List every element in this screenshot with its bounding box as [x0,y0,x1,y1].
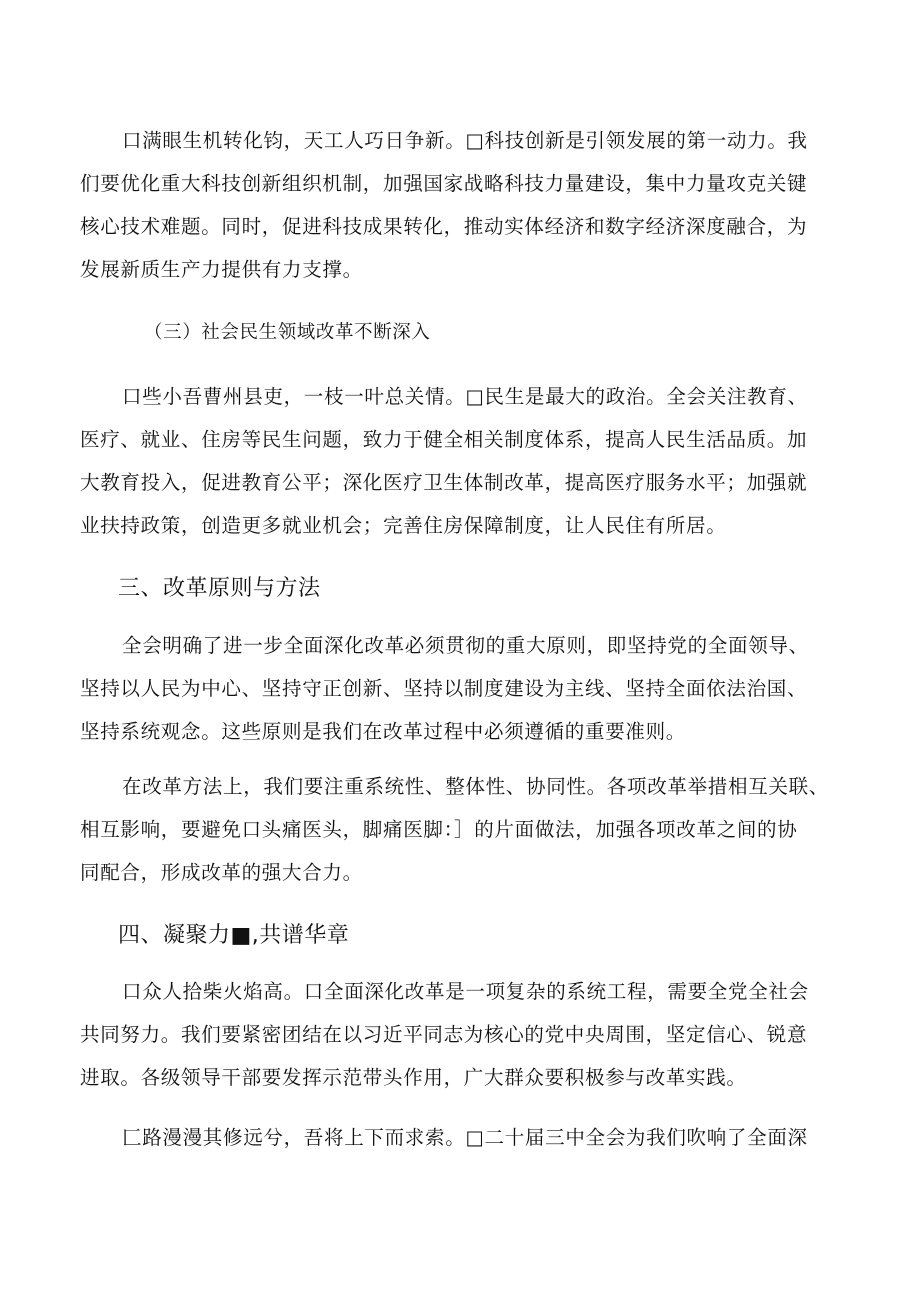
para-livelihood-line-3: 大教育投入，促进教育公平；深化医疗卫生体制改革，提高医疗服务水平；加强就 [80,471,808,494]
para-unity-line-2: 共同努力。我们要紧密团结在以习近平同志为核心的党中央周围，坚定信心、锐意 [80,1023,808,1046]
para-principles-line-3: 坚持系统观念。这些原则是我们在改革过程中必须遵循的重要准则。 [80,720,687,743]
para-innovation-line-2: 们要优化重大科技创新组织机制，加强国家战略科技力量建设，集中力量攻克关键 [80,172,808,195]
para-innovation-line-3: 核心技术难题。同时，促进科技成果转化，推动实体经济和数字经济深度融合，为 [80,215,808,238]
para-unity-line-1: 口众人拾柴火焰高。口全面深化改革是一项复杂的系统工程，需要全党全社会 [122,980,809,1003]
subheading-livelihood: （三）社会民生领域改革不断深入 [144,322,431,343]
para-innovation-line-4: 发展新质生产力提供有力支撑。 [80,258,363,281]
para-livelihood-line-4: 业扶持政策，创造更多就业机会；完善住房保障制度，让人民住有所居。 [80,514,727,537]
para-unity-line-3: 进取。各级领导干部要发挥示范带头作用，广大群众要积极参与改革实践。 [80,1066,747,1089]
para-innovation-line-1: 口满眼生机转化钧，天工人巧日争新。□科技创新是引领发展的第一动力。我 [122,129,808,152]
section-4-heading: 四、凝聚力■,共谱华章 [118,923,350,948]
para-methods-line-3: 同配合，形成改革的强大合力。 [80,861,363,884]
para-methods-line-1: 在改革方法上，我们要注重系统性、整体性、协同性。各项改革举措相互关联、 [122,775,830,798]
para-principles-line-1: 全会明确了进一步全面深化改革必须贯彻的重大原则，即坚持党的全面领导、 [122,634,809,657]
para-principles-line-2: 坚持以人民为中心、坚持守正创新、坚持以制度建设为主线、坚持全面依法治国、 [80,677,808,700]
para-livelihood-line-2: 医疗、就业、住房等民生问题，致力于健全相关制度体系，提高人民生活品质。加 [80,428,808,451]
para-methods-line-2: 相互影响，要避免口头痛医头，脚痛医脚：］的片面做法，加强各项改革之间的协 [80,818,798,841]
para-livelihood-line-1: 口些小吾曹州县吏，一枝一叶总关情。□民生是最大的政治。全会关注教育、 [122,385,808,408]
para-closing-line-1: 匚路漫漫其修远兮，吾将上下而求索。□二十届三中全会为我们吹响了全面深 [122,1126,808,1149]
section-3-heading: 三、改革原则与方法 [118,576,321,601]
